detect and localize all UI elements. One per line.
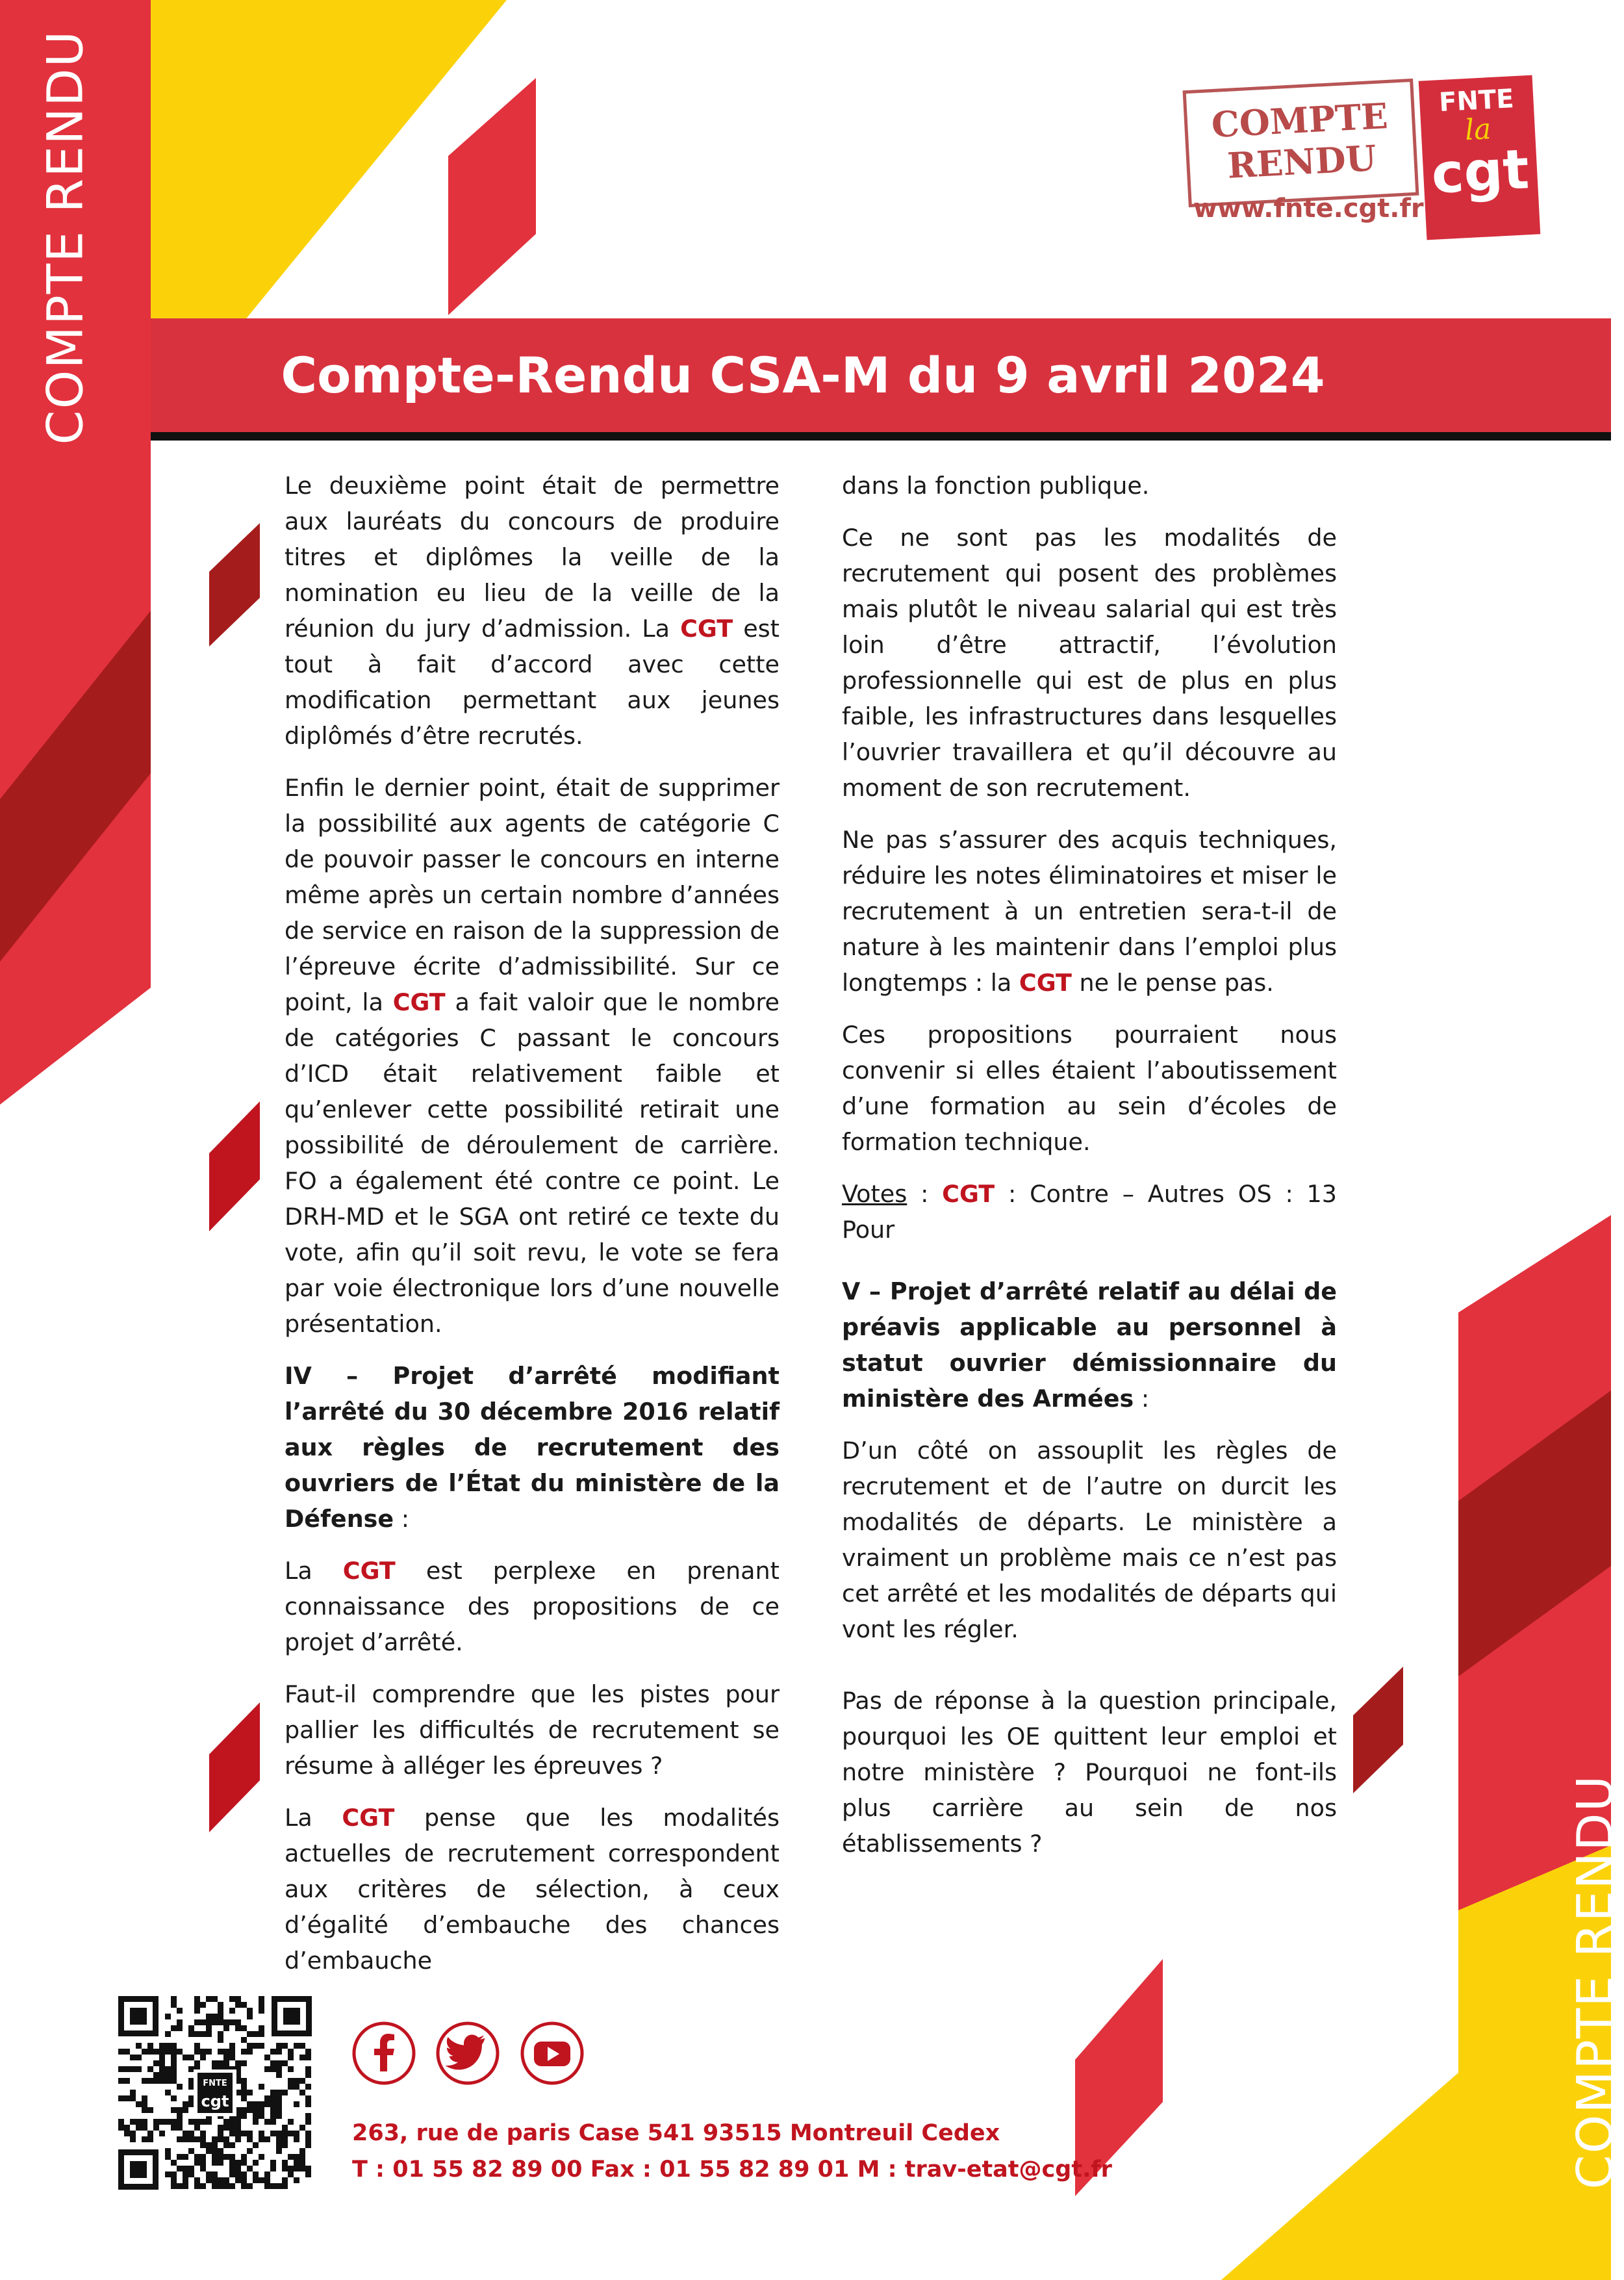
paragraph: Ne pas s’assurer des acquis techniques, réduire les notes éliminatoires et miser le recrutement à un entretien sera-t-il de nature à les maintenir dans l’emploi plus longtemps : la CGT ne le pense pas. (842, 826, 1337, 997)
section-heading-iv: IV – Projet d’arrêté modifiant l’arrêté du 30 décembre 2016 relatif aux règles de recrutement des ouvriers de l’État du ministère de la Défense : (285, 1362, 780, 1533)
qr-center-top: FNTE (203, 2079, 227, 2088)
cgt-highlight: CGT (942, 1180, 995, 1208)
paragraph: Ce ne sont pas les modalités de recrutement qui posent des problèmes mais plutôt le niveau salarial qui est très loin d’être attractif, l’évolution professionnelle qui est de plus en plus faible, les infrastructures dans lesquelles l’ouvrier travaillera et qu’il découvre au moment de son recrutement. (842, 524, 1337, 802)
paragraph: dans la fonction publique. (842, 472, 1150, 500)
paragraph: Pas de réponse à la question principale, pourquoi les OE quittent leur emploi et notre ministère ? Pourquoi ne font-ils plus carrière au sein de nos établissements ? (842, 1687, 1337, 1858)
page-title: Compte-Rendu CSA-M du 9 avril 2024 (281, 346, 1325, 404)
paragraph: Ces propositions pourraient nous convenir si elles étaient l’aboutissement d’une formation au sein d’écoles de formation technique. (842, 1021, 1337, 1156)
cgt-highlight: CGT (680, 615, 733, 643)
side-label-left: COMPTE RENDU (36, 29, 94, 445)
facebook-icon[interactable] (351, 2021, 416, 2086)
footer-contacts: T : 01 55 82 89 00 Fax : 01 55 82 89 01 M : trav-etat@cgt.fr (352, 2157, 1112, 2183)
youtube-icon[interactable] (520, 2021, 585, 2086)
footer-contact (352, 2115, 1112, 2188)
cgt-highlight: CGT (342, 1804, 395, 1832)
title-underline (151, 432, 1611, 441)
paragraph: La CGT pense que les modalités actuelles de recrutement correspondent aux critères de sélection, à ceux d’égalité d’embauche des chances d’embauche (285, 1804, 780, 1975)
logo-url: www.fnte.cgt.fr (1193, 194, 1424, 224)
fnte-cgt-logo (1186, 78, 1549, 247)
left-column (285, 468, 780, 1995)
side-label-right: COMPTE RENDU (1566, 1774, 1624, 2190)
badge-la: la (1464, 112, 1492, 147)
footer-address: 263, rue de paris Case 541 93515 Montreuil Cedex (352, 2120, 1000, 2146)
paragraph: D’un côté on assouplit les règles de recrutement et de l’autre on durcit les modalités de départs. Le ministère a vraiment un problème mais ce n’est pas cet arrêté et les modalités de départs qui vont les régler. (842, 1437, 1337, 1643)
twitter-icon[interactable] (435, 2021, 500, 2086)
section-heading-v: V – Projet d’arrêté relatif au délai de préavis applicable au personnel à statut ouvrier démissionnaire du ministère des Armées : (842, 1277, 1337, 1413)
right-column (842, 468, 1337, 1878)
stamp-line1: COMPTE (1210, 94, 1389, 146)
paragraph: Le deuxième point était de permettre aux lauréats du concours de produire titres et diplômes la veille de la nomination eu lieu de la veille de la réunion du jury d’admission. La CGT est tout à fait d’accord avec cette modification permettant aux jeunes diplômés d’être recrutés. (285, 472, 780, 750)
stamp-line2: RENDU (1226, 137, 1378, 186)
badge-cgt: cgt (1430, 137, 1531, 206)
fnte-badge (1419, 75, 1541, 240)
qr-center-bottom: cgt (201, 2092, 229, 2110)
paragraph: Enfin le dernier point, était de supprimer la possibilité aux agents de catégorie C de pouvoir passer le concours en interne même après un certain nombre d’années de service en raison de la suppression de l’épreuve écrite d’admissibilité. Sur ce point, la CGT a fait valoir que le nombre de catégories C passant le concours d’ICD était relativement faible et qu’enlever cette possibilité retirait une possibilité de déroulement de carrière. FO a également été contre ce point. Le DRH-MD et le SGA ont retiré ce texte du vote, afin qu’il soit revu, le vote se fera par voie électronique lors d’une nouvelle présentation. (285, 774, 780, 1338)
qr-code[interactable] (118, 1996, 312, 2190)
compte-rendu-stamp (1183, 79, 1419, 207)
cgt-highlight: CGT (1019, 969, 1072, 997)
cgt-highlight: CGT (392, 988, 446, 1016)
cgt-highlight: CGT (342, 1557, 396, 1585)
votes-label: Votes (842, 1180, 907, 1208)
paragraph: Faut-il comprendre que les pistes pour pallier les difficultés de recrutement se résume à alléger les épreuves ? (285, 1680, 780, 1780)
paragraph: La CGT est perplexe en prenant connaissance des propositions de ce projet d’arrêté. (285, 1557, 780, 1656)
votes-line: Votes : CGT : Contre – Autres OS : 13 Pour (842, 1180, 1337, 1244)
badge-fnte: FNTE (1438, 84, 1515, 118)
